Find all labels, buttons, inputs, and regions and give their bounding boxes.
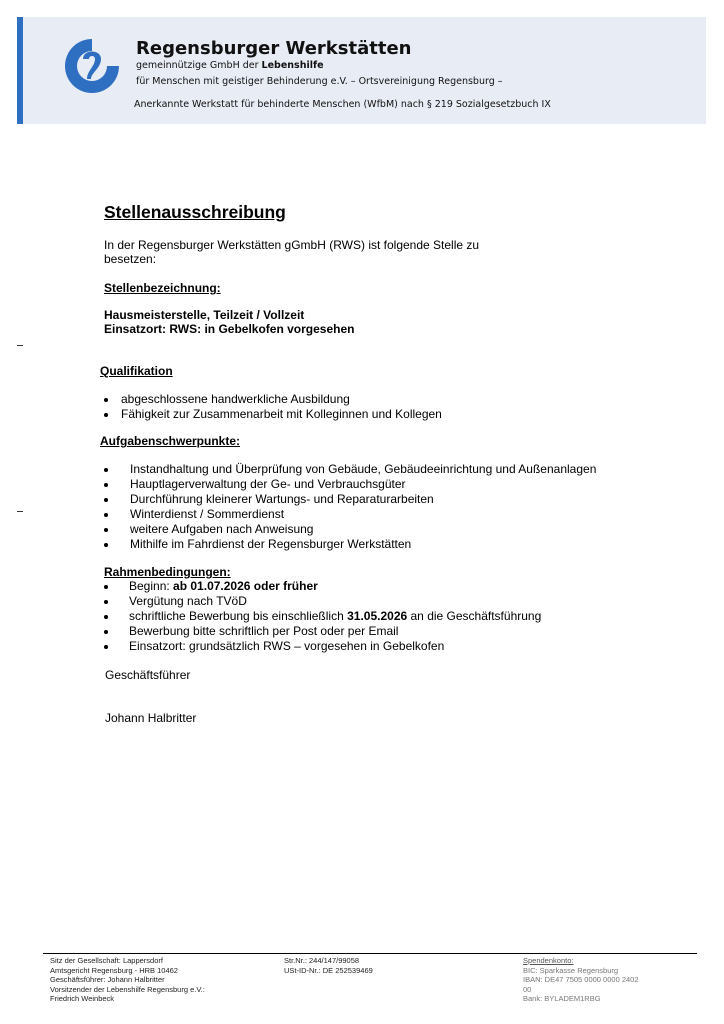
letterhead <box>17 17 706 124</box>
qualification-list <box>104 392 442 422</box>
signature-role: Geschäftsführer <box>105 668 191 682</box>
footer-divider <box>43 953 697 954</box>
conditions-list <box>104 579 541 654</box>
margin-mark <box>17 345 23 346</box>
conditions-heading: Rahmenbedingungen: <box>104 565 231 579</box>
list-item: weitere Aufgaben nach Anweisung <box>104 522 596 537</box>
list-item: Instandhaltung und Überprüfung von Gebäude, Gebäudeeinrichtung und Außenanlagen <box>104 462 596 477</box>
organization-accreditation: Anerkannte Werkstatt für behinderte Menschen (WfbM) nach § 219 Sozialgesetzbuch IX <box>134 99 551 110</box>
footer-tax-info: Str.Nr.: 244/147/99058 USt-ID-Nr.: DE 252539469 <box>284 956 373 975</box>
letterhead-accent-bar <box>17 17 23 124</box>
organization-association: für Menschen mit geistiger Behinderung e.V. – Ortsvereinigung Regensburg – <box>136 76 503 87</box>
lebenshilfe-logo-icon <box>61 35 123 95</box>
list-item: abgeschlossene handwerkliche Ausbildung <box>104 392 442 407</box>
intro-text: In der Regensburger Werkstätten gGmbH (RWS) ist folgende Stelle zu besetzen: <box>104 238 480 266</box>
tasks-list <box>104 462 596 552</box>
organization-subtitle: gemeinnützige GmbH der Lebenshilfe <box>136 60 324 71</box>
footer-company-info: Sitz der Gesellschaft: Lappersdorf Amtsgericht Regensburg - HRB 10462 Geschäftsführer: Johann Halbritter Vorsitzender der Lebenshilfe Regensburg e.V.: Friedrich Weinbeck <box>50 956 205 1003</box>
list-item: schriftliche Bewerbung bis einschließlich 31.05.2026 an die Geschäftsführung <box>104 609 541 624</box>
list-item: Winterdienst / Sommerdienst <box>104 507 596 522</box>
tasks-heading: Aufgabenschwerpunkte: <box>100 434 241 448</box>
organization-name: Regensburger Werkstätten <box>136 38 412 59</box>
list-item: Mithilfe im Fahrdienst der Regensburger Werkstätten <box>104 537 596 552</box>
signature-name: Johann Halbritter <box>105 711 197 725</box>
designation-heading: Stellenbezeichnung: <box>104 281 221 295</box>
footer-bank-info: Spendenkonto: BIC: Sparkasse Regensburg IBAN: DE47 7505 0000 0000 2402 00 Bank: BYLADEM1RBG <box>523 956 639 1003</box>
list-item: Beginn: ab 01.07.2026 oder früher <box>104 579 541 594</box>
margin-mark <box>17 511 23 512</box>
list-item: Durchführung kleinerer Wartungs- und Reparaturarbeiten <box>104 492 596 507</box>
designation-line-1: Hausmeisterstelle, Teilzeit / Vollzeit <box>104 308 305 322</box>
list-item: Hauptlagerverwaltung der Ge- und Verbrauchsgüter <box>104 477 596 492</box>
list-item: Einsatzort: grundsätzlich RWS – vorgesehen in Gebelkofen <box>104 639 541 654</box>
list-item: Bewerbung bitte schriftlich per Post oder per Email <box>104 624 541 639</box>
document-title: Stellenausschreibung <box>104 202 286 222</box>
qualification-heading: Qualifikation <box>100 364 173 378</box>
list-item: Vergütung nach TVöD <box>104 594 541 609</box>
list-item: Fähigkeit zur Zusammenarbeit mit Kolleginnen und Kollegen <box>104 407 442 422</box>
designation-line-2: Einsatzort: RWS: in Gebelkofen vorgesehen <box>104 322 355 336</box>
